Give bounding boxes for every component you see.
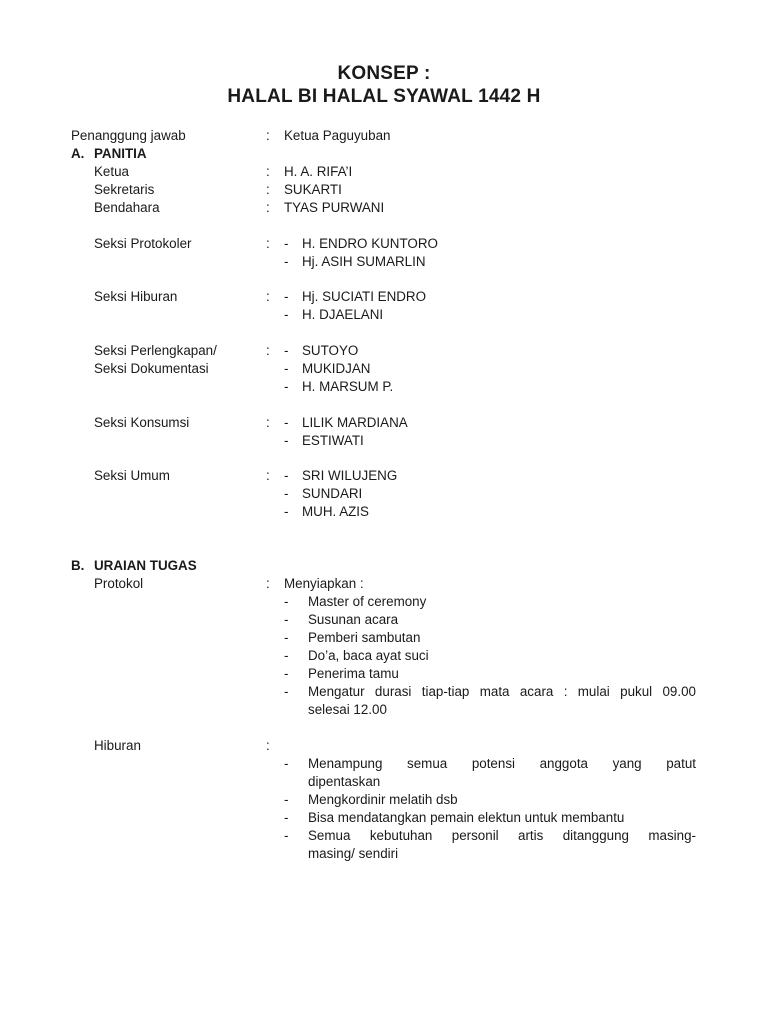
penanggung-jawab-value: Ketua Paguyuban	[284, 128, 391, 143]
colon: :	[266, 200, 270, 215]
colon: :	[266, 576, 270, 591]
document-title-line1: KONSEP :	[337, 63, 431, 84]
dash: -	[284, 594, 289, 609]
sekretaris-label: Sekretaris	[94, 182, 155, 197]
hiburan-label: Hiburan	[94, 738, 141, 753]
dash: -	[284, 415, 289, 430]
protokol-intro: Menyiapkan :	[284, 576, 364, 591]
colon: :	[266, 164, 270, 179]
umum-member: SRI WILUJENG	[302, 468, 398, 483]
seksi-konsumsi-label: Seksi Konsumsi	[94, 415, 190, 430]
hiburan-member: Hj. SUCIATI ENDRO	[302, 289, 426, 304]
dash: -	[284, 666, 289, 681]
dash: -	[284, 254, 289, 269]
dash: -	[284, 236, 289, 251]
dash: -	[284, 379, 289, 394]
perlengkapan-member: H. MARSUM P.	[302, 379, 394, 394]
hiburan-member: H. DJAELANI	[302, 307, 384, 322]
konsumsi-member: LILIK MARDIANA	[302, 415, 408, 430]
colon: :	[266, 128, 270, 143]
protokoler-member: H. ENDRO KUNTORO	[302, 236, 438, 251]
colon: :	[266, 343, 270, 358]
hiburan-task: Semua kebutuhan personil artis ditanggung masing-	[308, 828, 696, 843]
protokol-task-durasi: Mengatur durasi tiap-tiap mata acara : mulai pukul 09.00	[308, 684, 696, 699]
protokol-task-durasi-cont: selesai 12.00	[308, 702, 387, 717]
dash: -	[284, 343, 289, 358]
protokoler-member: Hj. ASIH SUMARLIN	[302, 254, 426, 269]
seksi-dokumentasi-label: Seksi Dokumentasi	[94, 361, 209, 376]
protokol-task: Do’a, baca ayat suci	[308, 648, 429, 663]
dash: -	[284, 486, 289, 501]
hiburan-task: Mengkordinir melatih dsb	[308, 792, 458, 807]
ketua-value: H. A. RIFA’I	[284, 164, 353, 179]
colon: :	[266, 738, 270, 753]
dash: -	[284, 504, 289, 519]
dash: -	[284, 630, 289, 645]
dash: -	[284, 756, 289, 771]
colon: :	[266, 236, 270, 251]
document-title-line2: HALAL BI HALAL SYAWAL 1442 H	[227, 86, 541, 107]
penanggung-jawab-label: Penanggung jawab	[71, 128, 186, 143]
dash: -	[284, 468, 289, 483]
seksi-hiburan-label: Seksi Hiburan	[94, 289, 178, 304]
protokol-label: Protokol	[94, 576, 144, 591]
section-b-letter: B.	[71, 558, 85, 573]
dash: -	[284, 361, 289, 376]
ketua-label: Ketua	[94, 164, 129, 179]
colon: :	[266, 289, 270, 304]
dash: -	[284, 810, 289, 825]
dash: -	[284, 792, 289, 807]
hiburan-task-cont: masing/ sendiri	[308, 846, 399, 861]
dash: -	[284, 433, 289, 448]
dash: -	[284, 648, 289, 663]
colon: :	[266, 182, 270, 197]
section-a-title: PANITIA	[94, 146, 147, 161]
protokol-task: Susunan acara	[308, 612, 399, 627]
hiburan-task: Bisa mendatangkan pemain elektun untuk membantu	[308, 810, 625, 825]
dash: -	[284, 684, 289, 699]
umum-member: SUNDARI	[302, 486, 363, 501]
section-a-letter: A.	[71, 146, 85, 161]
section-b-title: URAIAN TUGAS	[94, 558, 197, 573]
protokol-task: Pemberi sambutan	[308, 630, 421, 645]
seksi-protokoler-label: Seksi Protokoler	[94, 236, 192, 251]
hiburan-task-cont: dipentaskan	[308, 774, 381, 789]
dash: -	[284, 289, 289, 304]
dash: -	[284, 307, 289, 322]
umum-member: MUH. AZIS	[302, 504, 369, 519]
konsumsi-member: ESTIWATI	[302, 433, 364, 448]
seksi-perlengkapan-label: Seksi Perlengkapan/	[94, 343, 217, 358]
protokol-task: Master of ceremony	[308, 594, 427, 609]
dash: -	[284, 612, 289, 627]
colon: :	[266, 468, 270, 483]
bendahara-value: TYAS PURWANI	[284, 200, 385, 215]
hiburan-task: Menampung semua potensi anggota yang patut	[308, 756, 696, 771]
perlengkapan-member: MUKIDJAN	[302, 361, 371, 376]
bendahara-label: Bendahara	[94, 200, 160, 215]
protokol-task: Penerima tamu	[308, 666, 399, 681]
sekretaris-value: SUKARTI	[284, 182, 342, 197]
perlengkapan-member: SUTOYO	[302, 343, 359, 358]
colon: :	[266, 415, 270, 430]
seksi-umum-label: Seksi Umum	[94, 468, 170, 483]
dash: -	[284, 828, 289, 843]
